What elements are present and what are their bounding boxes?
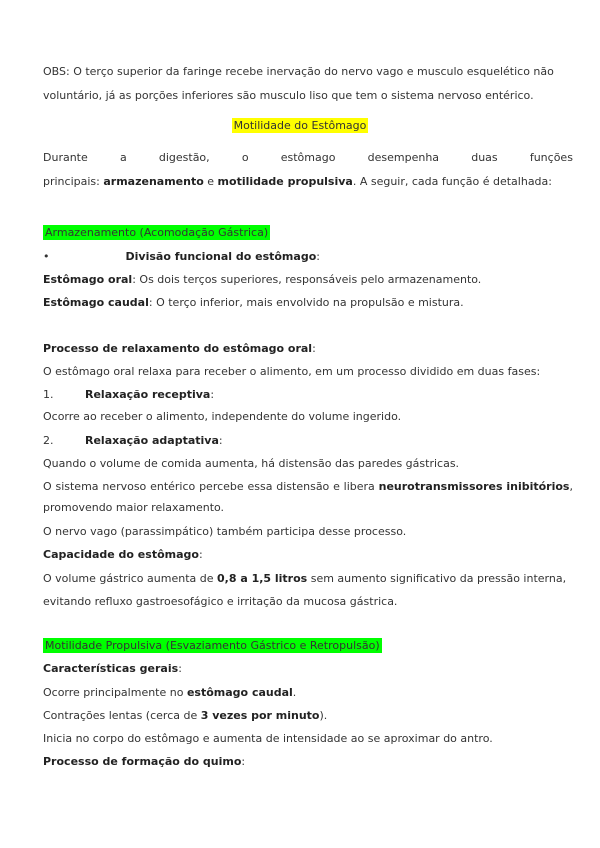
fase-2-desc: Quando o volume de comida aumenta, há distensão das paredes gástricas. (43, 457, 460, 470)
processo-relaxamento-heading (43, 341, 316, 357)
bold-text: estômago caudal (186, 686, 293, 699)
word: desempenha (367, 151, 440, 164)
fase-1-heading (43, 387, 214, 403)
text: ). (319, 709, 328, 722)
text: . A seguir, cada função é detalhada: (352, 175, 552, 188)
bold-text: neurotransmissores inibitórios (378, 480, 570, 493)
text: Ocorre principalmente no (43, 686, 187, 699)
word: percebe (199, 480, 244, 493)
obs-line-1: OBS: O terço superior da faringe recebe inervação do nervo vago e musculo esquelético não (43, 65, 554, 78)
bold-text: Características gerais (43, 662, 179, 675)
green-highlight: Armazenamento (Acomodação Gástrica) (45, 226, 269, 239)
word: funções (529, 151, 573, 164)
estomago-oral-line (43, 272, 481, 288)
sne-line-1 (43, 479, 573, 495)
caracteristicas-heading (43, 661, 182, 677)
word: nervoso (102, 480, 147, 493)
bold-text: armazenamento (103, 175, 204, 188)
bold-text: 0,8 a 1,5 litros (217, 572, 308, 585)
bold-text: motilidade propulsiva (217, 175, 353, 188)
title-highlight: Motilidade do Estômago (233, 119, 367, 132)
bold-text: 3 vezes por minuto (200, 709, 320, 722)
volume-line-2: evitando refluxo gastroesofágico e irritação da mucosa gástrica. (43, 595, 398, 608)
word: entérico (150, 480, 196, 493)
nervo-vago-line: O nervo vago (parassimpático) também participa desse processo. (43, 525, 407, 538)
text: sem aumento significativo da pressão interna, (307, 572, 567, 585)
bold-text: Capacidade do estômago (43, 548, 199, 561)
volume-line-1 (43, 571, 566, 587)
bold-text: Relaxação adaptativa (85, 434, 219, 447)
word: a (119, 151, 127, 164)
bold-text: Processo de formação do quimo (43, 755, 242, 768)
green-highlight: Motilidade Propulsiva (Esvaziamento Gástrico e Retropulsão) (45, 639, 380, 652)
list-number: 2. (43, 434, 54, 447)
section-heading-motilidade (43, 638, 382, 654)
text: . (292, 686, 297, 699)
text: principais: (43, 175, 104, 188)
quimo-heading (43, 754, 245, 770)
word: e (333, 480, 340, 493)
text: : (241, 755, 246, 768)
text: : (316, 250, 320, 263)
text: : (218, 434, 223, 447)
ocorre-line (43, 685, 296, 701)
neurotransmissores-phrase (379, 479, 573, 495)
bold-text: Estômago oral (43, 273, 133, 286)
word: O (43, 480, 52, 493)
sne-line-2: promovendo maior relaxamento. (43, 501, 225, 514)
word: duas (471, 151, 498, 164)
fase-2-heading (43, 433, 223, 449)
capacidade-heading (43, 547, 203, 563)
word: digestão, (158, 151, 210, 164)
text: : (198, 548, 203, 561)
contracoes-line (43, 708, 327, 724)
bold-text: Estômago caudal (43, 296, 149, 309)
intro-line-1 (43, 150, 573, 166)
text: , (569, 480, 573, 493)
bold-text: Relaxação receptiva (85, 388, 211, 401)
bold-text: Processo de relaxamento do estômago oral (43, 342, 313, 355)
word: libera (343, 480, 375, 493)
obs-line-2: voluntário, já as porções inferiores são musculo liso que tem o sistema nervoso entérico. (43, 89, 534, 102)
word: Durante (43, 151, 88, 164)
text: e (203, 175, 218, 188)
intro-line-2 (43, 174, 552, 190)
bullet-icon: • (43, 250, 50, 263)
word: estômago (280, 151, 336, 164)
bullet-divisao-funcional (43, 249, 320, 265)
inicia-line: Inicia no corpo do estômago e aumenta de intensidade ao se aproximar do antro. (43, 732, 493, 745)
title-motilidade-estomago (0, 118, 600, 134)
processo-desc: O estômago oral relaxa para receber o alimento, em um processo dividido em duas fases: (43, 365, 541, 378)
text: : Os dois terços superiores, responsáveis pelo armazenamento. (132, 273, 482, 286)
text: : O terço inferior, mais envolvido na propulsão e mistura. (148, 296, 464, 309)
text: : (210, 388, 215, 401)
text: O volume gástrico aumenta de (43, 572, 217, 585)
list-number: 1. (43, 388, 54, 401)
bold-text: Divisão funcional do estômago (125, 250, 317, 263)
word: sistema (55, 480, 99, 493)
word: o (241, 151, 249, 164)
section-heading-armazenamento (43, 225, 270, 241)
fase-1-desc: Ocorre ao receber o alimento, independente do volume ingerido. (43, 410, 402, 423)
word: essa (247, 480, 273, 493)
text: : (178, 662, 182, 675)
text: Contrações lentas (cerca de (43, 709, 201, 722)
word: distensão (276, 480, 330, 493)
text: : (312, 342, 316, 355)
estomago-caudal-line (43, 295, 464, 311)
